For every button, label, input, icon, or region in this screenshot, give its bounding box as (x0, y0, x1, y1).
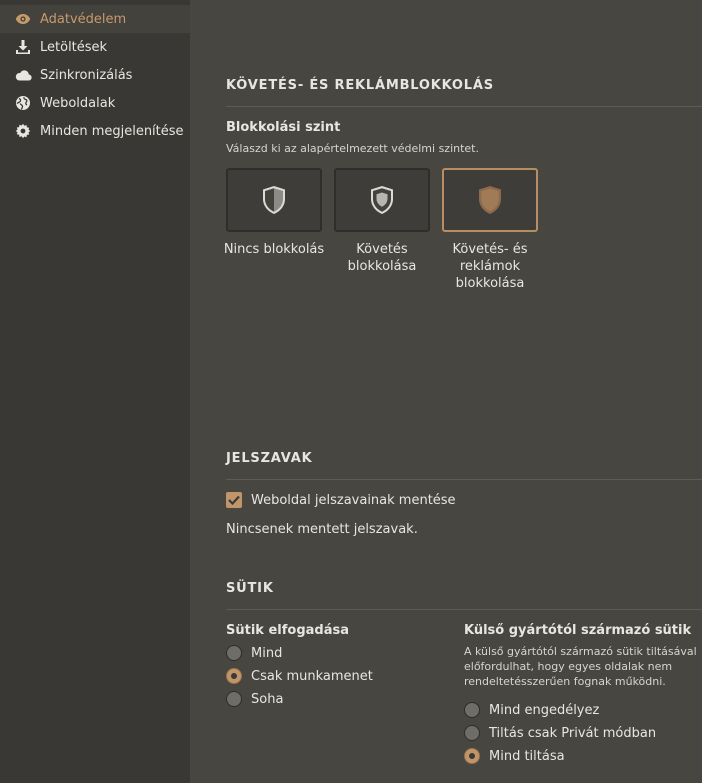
sidebar-item-sync[interactable] (0, 61, 190, 89)
third-party-cookies-description: A külső gyártótól származó sütik tiltásával előfordulhat, hogy egyes oldalak nem rendeltetésszerűen fognak működni. (464, 645, 697, 688)
sidebar-item-label: Minden megjelenítése (40, 123, 184, 139)
download-icon (14, 38, 32, 56)
tracker-blocking-label: Követés blokkolása (347, 242, 417, 274)
shield-full-icon (477, 185, 503, 215)
sidebar-item-privacy[interactable] (0, 5, 190, 33)
tracker-and-ad-blocking-label: Követés- és reklámok blokkolása (452, 242, 528, 291)
section-title-passwords: JELSZAVAK (226, 451, 313, 466)
accept-cookies-label: Sütik elfogadása (226, 623, 349, 638)
third-party-block-private-label[interactable]: Tiltás csak Privát módban (489, 726, 657, 741)
third-party-block-private-radio[interactable] (464, 725, 480, 741)
divider (226, 609, 702, 610)
divider (226, 479, 702, 480)
cookies-session-only-label[interactable]: Csak munkamenet (251, 669, 373, 684)
sidebar-item-downloads[interactable] (0, 33, 190, 61)
blocking-level-description: Válaszd ki az alapértelmezett védelmi szintet. (226, 142, 479, 155)
sidebar (0, 0, 190, 783)
sidebar-item-label: Szinkronizálás (40, 67, 133, 83)
cookies-never-label[interactable]: Soha (251, 692, 284, 707)
eye-icon (14, 10, 32, 28)
globe-icon (14, 94, 32, 112)
section-title-tracking: KÖVETÉS- ÉS REKLÁMBLOKKOLÁS (226, 78, 494, 93)
shield-off-icon (261, 185, 287, 215)
no-blocking-option[interactable] (226, 168, 322, 232)
sidebar-item-websites[interactable] (0, 89, 190, 117)
shield-medium-icon (369, 185, 395, 215)
no-blocking-label: Nincs blokkolás (223, 242, 325, 257)
checkmark-icon (228, 495, 240, 505)
third-party-block-all-radio[interactable] (464, 748, 480, 764)
tracker-and-ad-blocking-option[interactable] (442, 168, 538, 232)
gear-icon (14, 122, 32, 140)
sidebar-item-label: Adatvédelem (40, 11, 127, 27)
save-passwords-label: Weboldal jelszavainak mentése (251, 493, 456, 508)
sidebar-item-label: Letöltések (40, 39, 108, 55)
cookies-never-radio[interactable] (226, 691, 242, 707)
divider (226, 106, 702, 107)
third-party-allow-all-radio[interactable] (464, 702, 480, 718)
cookies-all-label[interactable]: Mind (251, 646, 283, 661)
third-party-block-all-label[interactable]: Mind tiltása (489, 749, 565, 764)
sidebar-item-label: Weboldalak (40, 95, 116, 111)
cookies-session-only-radio[interactable] (226, 668, 242, 684)
third-party-cookies-label: Külső gyártótól származó sütik (464, 623, 692, 638)
save-passwords-checkbox[interactable] (226, 492, 242, 508)
no-saved-passwords-text: Nincsenek mentett jelszavak. (226, 522, 418, 537)
blocking-level-label: Blokkolási szint (226, 120, 341, 135)
section-title-cookies: SÜTIK (226, 581, 274, 596)
cloud-icon (14, 66, 32, 84)
settings-main (190, 0, 702, 783)
third-party-allow-all-label[interactable]: Mind engedélyez (489, 703, 600, 718)
cookies-all-radio[interactable] (226, 645, 242, 661)
sidebar-item-show-all[interactable] (0, 117, 190, 145)
tracker-blocking-option[interactable] (334, 168, 430, 232)
